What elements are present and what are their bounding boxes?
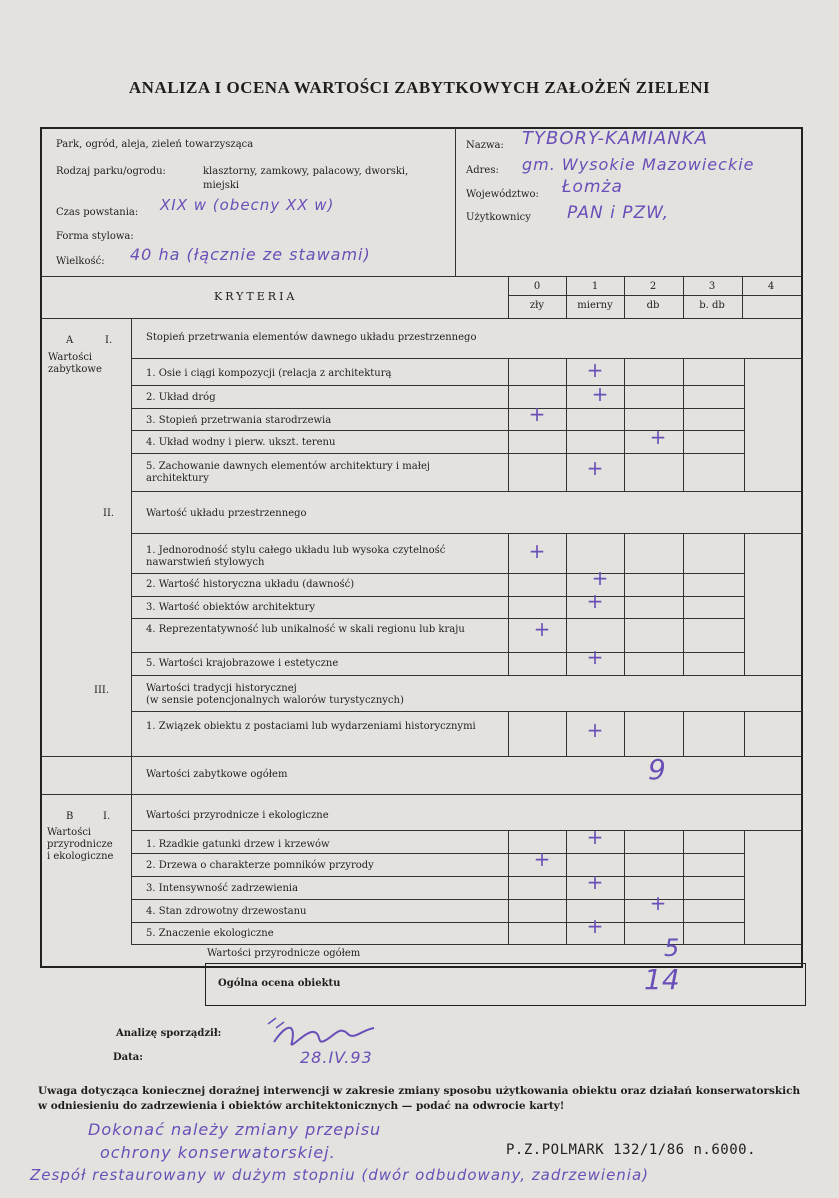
- grid-line: [683, 830, 684, 944]
- col-4-num: 4: [767, 281, 775, 292]
- grid-line: [41, 756, 802, 757]
- grid-line: [508, 358, 509, 491]
- wielkosc-label: Wielkość:: [56, 256, 105, 267]
- b1-item-3: 3. Intensywność zadrzewienia: [146, 883, 299, 894]
- grid-line: [742, 276, 743, 318]
- a3-item-1: 1. Związek obiektu z postaciami lub wydarzeniami historycznymi: [146, 721, 476, 732]
- section-a-roman: I.: [105, 335, 113, 346]
- b-total-label: Wartości przyrodnicze ogółem: [207, 948, 361, 959]
- grid-line: [131, 573, 745, 574]
- grid-line: [131, 453, 745, 454]
- forma-label: Forma stylowa:: [56, 231, 134, 242]
- grid-line: [131, 853, 745, 854]
- b-total-value: 5: [664, 934, 680, 962]
- b1-item-2: 2. Drzewa o charakterze pomników przyrody: [146, 860, 374, 871]
- group-a3-roman: III.: [94, 685, 110, 696]
- a2-item-2: 2. Wartość historyczna układu (dawność): [146, 579, 355, 590]
- mark-b1-3: +: [586, 870, 604, 894]
- grid-line: [624, 358, 625, 491]
- a1-item-1: 1. Osie i ciągi kompozycji (relacja z architekturą: [146, 368, 392, 379]
- section-a-letter: A: [66, 335, 74, 346]
- czas-label: Czas powstania:: [56, 207, 139, 218]
- wielkosc-value: 40 ha (łącznie ze stawami): [130, 245, 371, 264]
- grid-line: [131, 830, 802, 831]
- analiza-label: Analizę sporządził:: [116, 1028, 222, 1039]
- col-1-num: 1: [591, 281, 599, 292]
- mark-a2-1: +: [528, 539, 546, 563]
- czas-value: XIX w (obecny XX w): [160, 196, 335, 214]
- grid-line: [131, 358, 802, 359]
- a-total-value: 9: [648, 753, 666, 786]
- uzytkownicy-value: PAN i PZW,: [567, 203, 670, 223]
- grid-line: [508, 276, 509, 318]
- grid-line: [566, 830, 567, 944]
- a2-item-4: 4. Reprezentatywność lub unikalność w skali regionu lub kraju: [146, 624, 465, 635]
- grid-line: [508, 533, 509, 675]
- header-bottom-line: [41, 318, 802, 319]
- handwritten-note-line-3: Zespół restaurowany w dużym stopniu (dwór odbudowany, zadrzewienia): [30, 1166, 650, 1184]
- mark-a3-1: +: [586, 718, 604, 742]
- mark-a1-1: +: [586, 358, 604, 382]
- a1-item-2: 2. Układ dróg: [146, 392, 216, 403]
- col-1-word: mierny: [577, 300, 613, 311]
- group-a2-roman: II.: [103, 508, 115, 519]
- a2-item-5: 5. Wartości krajobrazowe i estetyczne: [146, 658, 339, 669]
- grid-line: [131, 675, 802, 676]
- group-a1-title: Stopień przetrwania elementów dawnego układu przestrzennego: [146, 332, 477, 343]
- grid-line: [131, 922, 745, 923]
- grid-line: [508, 830, 509, 944]
- section-b-roman: I.: [103, 811, 111, 822]
- a1-item-3: 3. Stopień przetrwania starodrzewia: [146, 415, 332, 426]
- col-2-word: db: [646, 300, 660, 311]
- nazwa-value: TYBORY-KAMIANKA: [522, 128, 708, 149]
- col-2-num: 2: [649, 281, 657, 292]
- park-type-label: Park, ogród, aleja, zieleń towarzysząca: [56, 139, 254, 150]
- grid-line: [131, 491, 802, 492]
- b1-item-4: 4. Stan zdrowotny drzewostanu: [146, 906, 307, 917]
- mark-b1-4: +: [649, 891, 667, 915]
- col-3-num: 3: [708, 281, 716, 292]
- col-3-word: b. db: [699, 300, 725, 311]
- grid-line: [131, 618, 745, 619]
- grid-line: [624, 276, 625, 318]
- grid-line: [624, 533, 625, 675]
- mark-a2-5: +: [586, 645, 604, 669]
- col-0-num: 0: [533, 281, 541, 292]
- mark-a2-2: +: [591, 566, 609, 590]
- b1-item-5: 5. Znaczenie ekologiczne: [146, 928, 274, 939]
- grid-line: [131, 876, 745, 877]
- a1-item-4: 4. Układ wodny i pierw. ukszt. terenu: [146, 437, 336, 448]
- overall-label: Ogólna ocena obiektu: [218, 978, 341, 989]
- grid-line: [131, 408, 745, 409]
- rodzaj-options-2: miejski: [203, 180, 240, 191]
- nazwa-label: Nazwa:: [466, 140, 504, 151]
- grid-line: [744, 711, 745, 756]
- handwritten-note-line-1: Dokonać należy zmiany przepisu: [88, 1120, 382, 1139]
- document-title: ANALIZA I OCENA WARTOŚCI ZABYTKOWYCH ZAŁOŻEŃ ZIELENI: [128, 78, 711, 97]
- grid-line: [624, 830, 625, 944]
- grid-line: [566, 276, 567, 318]
- rodzaj-label: Rodzaj parku/ogrodu:: [56, 166, 166, 177]
- group-a3-subtitle: (w sensie potencjonalnych walorów turystycznych): [146, 695, 404, 706]
- grid-line: [131, 533, 802, 534]
- mark-a2-3: +: [586, 589, 604, 613]
- mark-b1-2: +: [533, 847, 551, 871]
- grid-line: [508, 711, 509, 756]
- mark-a1-3: +: [528, 402, 546, 426]
- grid-line: [41, 794, 802, 795]
- grid-line: [131, 652, 745, 653]
- col-num-line: [509, 295, 802, 296]
- header-line: [41, 276, 802, 277]
- section-b-label: Wartości przyrodnicze i ekologiczne: [47, 827, 114, 862]
- mark-a1-4: +: [649, 425, 667, 449]
- grid-line: [744, 533, 745, 675]
- a-total-label: Wartości zabytkowe ogółem: [146, 769, 288, 780]
- grid-line: [131, 944, 802, 945]
- adres-label: Adres:: [466, 165, 499, 176]
- wojewodztwo-value: Łomża: [562, 177, 623, 197]
- grid-line: [566, 358, 567, 491]
- adres-value: gm. Wysokie Mazowieckie: [522, 155, 755, 174]
- grid-line: [683, 358, 684, 491]
- section-a-label: Wartości zabytkowe: [48, 352, 102, 375]
- grid-line: [683, 711, 684, 756]
- col-0-word: zły: [529, 300, 545, 311]
- grid-line: [683, 533, 684, 675]
- uzytkownicy-label: Użytkownicy: [466, 212, 531, 223]
- overall-value: 14: [644, 963, 680, 996]
- b1-item-1: 1. Rzadkie gatunki drzew i krzewów: [146, 839, 330, 850]
- a2-item-3: 3. Wartość obiektów architektury: [146, 602, 316, 613]
- mark-a1-2: +: [591, 382, 609, 406]
- grid-line: [131, 711, 802, 712]
- kryteria-heading: KRYTERIA: [214, 290, 298, 303]
- section-a-divider: [131, 318, 132, 794]
- group-a3-title: Wartości tradycji historycznej: [146, 683, 297, 694]
- mark-b1-1: +: [586, 825, 604, 849]
- group-a2-title: Wartość układu przestrzennego: [146, 508, 307, 519]
- grid-line: [683, 276, 684, 318]
- mark-b1-5: +: [586, 914, 604, 938]
- grid-line: [744, 830, 745, 944]
- data-label: Data:: [113, 1052, 143, 1063]
- grid-line: [131, 385, 745, 386]
- group-b1-title: Wartości przyrodnicze i ekologiczne: [146, 810, 329, 821]
- grid-line: [566, 533, 567, 675]
- data-value: 28.IV.93: [300, 1048, 373, 1067]
- grid-line: [624, 711, 625, 756]
- a2-item-1: 1. Jednorodność stylu całego układu lub wysoka czytelność nawarstwień stylowych: [146, 545, 446, 568]
- grid-line: [744, 358, 745, 491]
- header-divider: [455, 128, 456, 276]
- rodzaj-options: klasztorny, zamkowy, palacowy, dworski,: [203, 166, 409, 177]
- a1-item-5: 5. Zachowanie dawnych elementów architektury i małej architektury: [146, 461, 430, 484]
- grid-line: [566, 711, 567, 756]
- handwritten-note-line-2: ochrony konserwatorskiej.: [100, 1143, 336, 1162]
- mark-a1-5: +: [586, 456, 604, 480]
- footnote: Uwaga dotycząca koniecznej doraźnej interwencji w zakresie zmiany sposobu użytkowania obiektu oraz działań konserwatorskich w odniesieniu do zadrzewienia i obiektów architektonicznych — podać na odwrocie karty!: [38, 1085, 801, 1112]
- grid-line: [131, 596, 745, 597]
- publisher-stamp: P.Z.POLMARK 132/1/86 n.6000.: [506, 1142, 757, 1158]
- wojewodztwo-label: Województwo:: [466, 189, 539, 200]
- section-b-letter: B: [66, 811, 74, 822]
- mark-a2-4: +: [533, 617, 551, 641]
